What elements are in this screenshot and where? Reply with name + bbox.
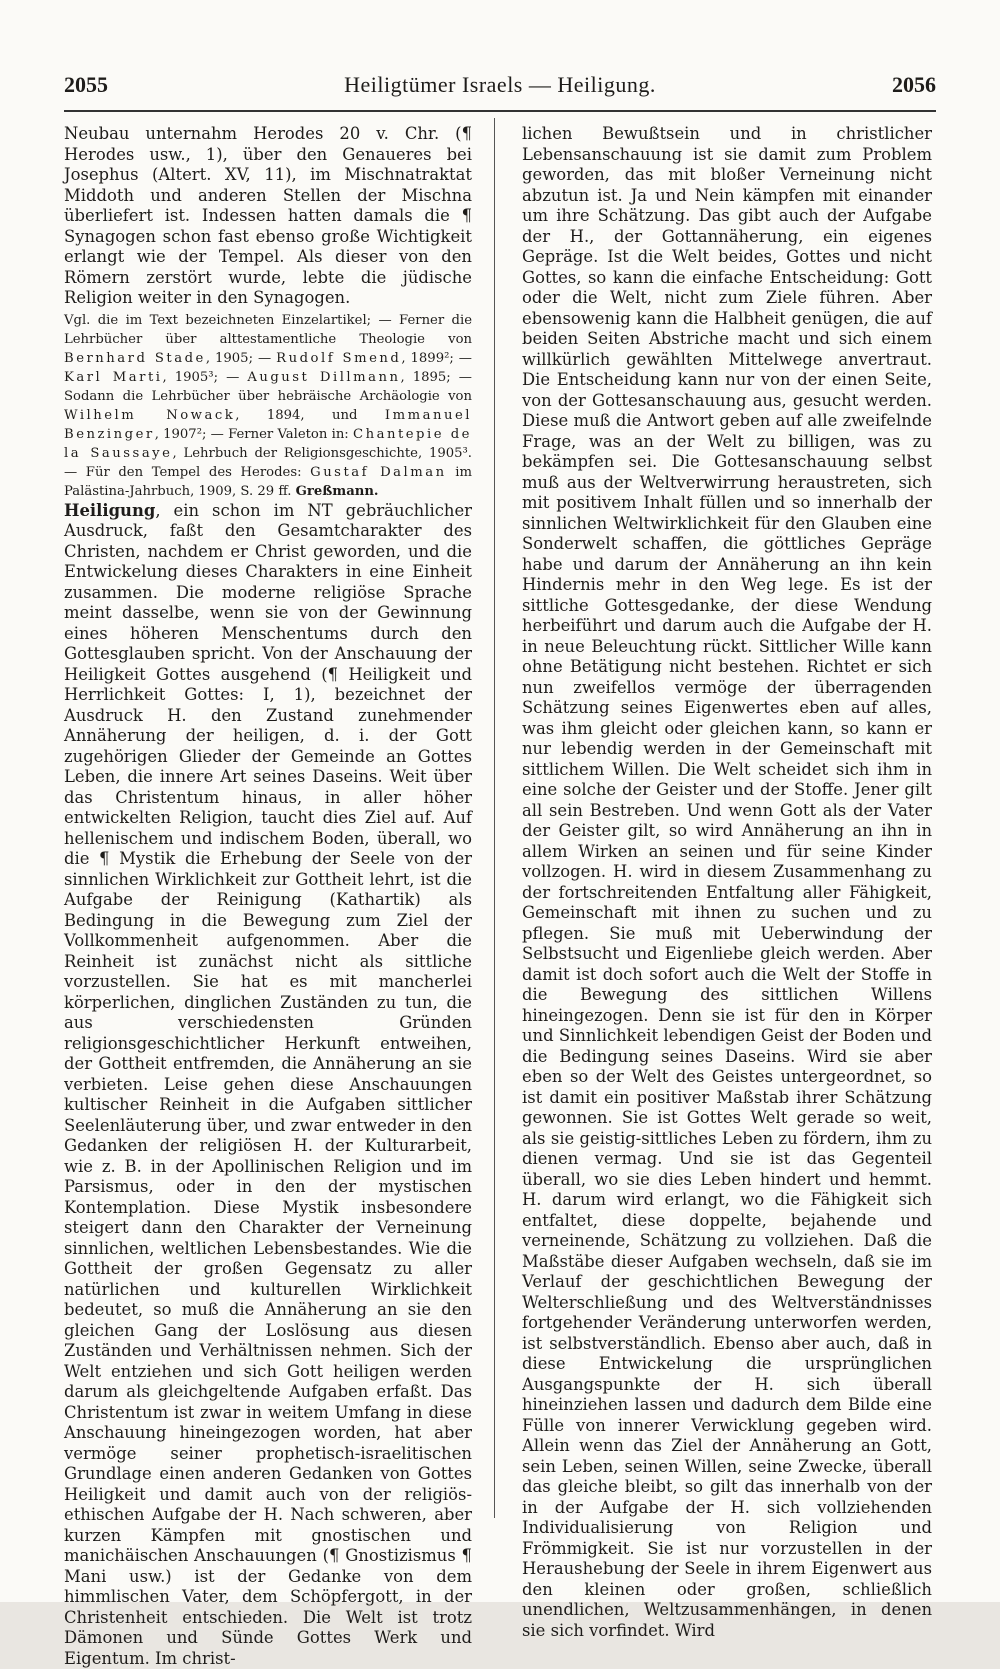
biblio-text: Vgl. die im Text bezeichneten Einzelartikel; — Ferner die Lehrbücher über alttestamentliche Theologie von — [64, 313, 472, 347]
running-title: Heiligtümer Israels — Heiligung. — [344, 72, 656, 98]
author-name: August Dillmann — [247, 370, 400, 385]
paragraph-continuation: lichen Bewußtsein und in christlicher Lebensanschauung ist sie damit zum Problem geworden, das mit bloßer Verneinung nicht abzutun ist. Ja und Nein kämpfen mit einander um ihre Schätzung. Das gibt auch der Aufgabe der H., der Gottannäherung, ein eigenes Gepräge. Ist die Welt beides, Gottes und nicht Gottes, so kann die einfache Entscheidung: Gott oder die Welt, nicht zum Ziele führen. Aber ebensowenig kann die Halbheit genügen, die auf beiden Seiten Abstriche macht und sich einem willkürlich gewählten Mittelwege anvertraut. Die Entscheidung kann nur von der einen Seite, von der Gottesanschauung aus, gesucht werden. Diese muß die Antwort geben auf alle zweifelnde Frage, was an der Welt zu billigen, was zu bekämpfen sei. Die Gottesanschauung selbst muß aus der Weltverwirrung heraustreten, sich mit positivem Inhalt füllen und so innerhalb der sinnlichen Weltwirklichkeit für den Glauben eine Sonderwelt schaffen, die göttliches Gepräge habe und darum der Annäherung an ihn kein Hindernis mehr in den Weg lege. Es ist der sittliche Gottesgedanke, der diese Wendung herbeiführt und darum auch die Aufgabe der H. in neue Beleuchtung rückt. Sittlicher Wille kann ohne Betätigung nicht bestehen. Richtet er sich nun zweifellos vermöge der überragenden Schätzung seines Eigenwertes eben auf alles, was ihm gleicht oder gleichen kann, so kann er nur lebendig werden in der Gemeinschaft mit sittlichem Willen. Die Welt scheidet sich ihm in eine solche der Geister und der Stoffe. Jener gilt all sein Bestreben. Und wenn Gott als der Vater der Geister gilt, so wird Annäherung an ihn in allem Wirken an seinen und für seine Kinder vollzogen. H. wird in diesem Zusammenhang zu der fortschreitenden Entfaltung aller Fähigkeit, Gemeinschaft mit ihnen zu suchen und zu pflegen. Sie muß mit Ueberwindung der Selbstsucht und Eigenliebe gleich werden. Aber damit ist doch sofort auch die Welt der Stoffe in die Bewegung des sittlichen Willens hineingezogen. Denn sie ist für den in Körper und Sinnlichkeit lebendigen Geist der Boden und die Bedingung seines Daseins. Wird sie aber eben so der Welt des Geistes untergeordnet, so ist damit ein positiver Maßstab ihrer Schätzung gewonnen. Sie ist Gottes Welt gerade so weit, als sie geistig-sittliches Leben zu fördern, ihm zu dienen vermag. Und sie ist das Gegenteil überall, wo sie dies Leben hindert und hemmt. H. darum wird erlangt, wo die Fähigkeit sich entfaltet, diese doppelte, bejahende und verneinende, Schätzung zu vollziehen. Daß die Maßstäbe dieser Aufgaben wechseln, daß sie im Verlauf der geschichtlichen Bewegung der Welterschließung und des Weltverständnisses fortgehender Veränderung unterworfen werden, ist selbstverständlich. Ebenso aber auch, daß in diese Entwickelung die ursprünglichen Ausgangspunkte der H. sich überall hineinziehen lassen und dadurch dem Bilde eine Fülle von innerer Verwicklung gegeben wird. Allein wenn das Ziel der Annäherung an Gott, sein Leben, seinen Willen, seine Zwecke, überall das gleiche bleibt, so gilt das innerhalb von der in der Aufgabe der H. sich vollziehenden Individualisierung von Religion und Frömmigkeit. Sie ist nur vorzustellen in der Heraushebung der Seele in ihrem Eigenwert aus den kleinen oder großen, schließlich unendlichen, Weltzusammenhängen, in denen sie sich vorfindet. Wird — [522, 124, 932, 1641]
column-divider — [494, 118, 495, 1518]
biblio-text: , 1894, und — [235, 408, 357, 423]
paragraph-temple: Neubau unternahm Herodes 20 v. Chr. (¶ Herodes usw., 1), über den Genaueres bei Josephus (Altert. XV, 11), im Mischnatraktat Middoth und anderen Stellen der Mischna überliefert ist. Indessen hatten damals die ¶ Synagogen schon fast ebenso große Wichtigkeit erlangt wie der Tempel. Als dieser von den Römern zerstört wurde, lebte die jüdische Religion weiter in den Synagogen. — [64, 124, 472, 309]
author-name: Chantepie de la Saussaye — [64, 427, 472, 461]
header-rule — [64, 110, 936, 112]
page-header — [64, 72, 936, 106]
entry-lemma: Heiligung — [64, 501, 155, 520]
page-number-left: 2055 — [64, 72, 108, 98]
author-name: Bernhard Stade — [64, 351, 206, 366]
biblio-text: im Palästina-Jahrbuch, 1909, S. 29 ff. — [64, 465, 472, 499]
biblio-text: , 1899²; — — [401, 351, 472, 366]
biblio-text: , Lehrbuch der Religionsgeschichte, 1905³. — Für den Tempel des Herodes: — [64, 446, 472, 480]
entry-text: , ein schon im NT gebräuchlicher Ausdruck, faßt den Gesamtcharakter des Christen, nachdem er Christ geworden, und die Entwickelung dieses Charakters in eine Einheit zusammen. Die moderne religiöse Sprache meint dasselbe, wenn sie von der Gewinnung eines höheren Menschentums durch den Gottesglauben spricht. Von der Anschauung der Heiligkeit Gottes ausgehend (¶ Heiligkeit und Herrlichkeit Gottes: I, 1), bezeichnet der Ausdruck H. den Zustand zunehmender Annäherung der heiligen, d. i. der Gott zugehörigen Glieder der Gemeinde an Gottes Leben, die innere Art seines Daseins. Weit über das Christentum hinaus, in aller höher entwickelten Religion, taucht dies Ziel auf. Auf hellenischem und indischem Boden, überall, wo die ¶ Mystik die Erhebung der Seele von der sinnlichen Wirklichkeit zur Gottheit lehrt, ist die Aufgabe der Reinigung (Kathartik) als Bedingung in die Bewegung zum Ziel der Vollkommenheit aufgenommen. Aber die Reinheit ist zunächst nicht als sittliche vorzustellen. Sie hat es mit mancherlei körperlichen, dinglichen Zuständen zu tun, die aus verschiedensten Gründen religionsgeschichtlicher Herkunft entweihen, der Gottheit entfremden, die Annäherung an sie verbieten. Leise gehen diese Anschauungen kultischer Reinheit in die Aufgaben sittlicher Seelenläuterung über, und zwar entweder in den Gedanken der religiösen H. der Kulturarbeit, wie z. B. in der Apollinischen Religion und im Parsismus, oder in den der mystischen Kontemplation. Diese Mystik insbesondere steigert dann den Charakter der Verneinung sinnlichen, weltlichen Lebensbestandes. Wie die Gottheit der großen Gegensatz zu aller natürlichen und kulturellen Wirklichkeit bedeutet, so muß die Annäherung an sie den gleichen Gang der Loslösung aus diesen Zuständen und Verhältnissen nehmen. Sich der Welt entziehen und sich Gott heiligen werden darum als gleichgeltende Aufgaben erfaßt. Das Christentum ist zwar in weitem Umfang in diese Anschauung hineingezogen worden, hat aber vermöge seiner prophetisch-israelitischen Grundlage einen anderen Gedanken von Gottes Heiligkeit und damit auch von der religiös-ethischen Aufgabe der H. Nach schweren, aber kurzen Kämpfen mit gnostischen und manichäischen Anschauungen (¶ Gnostizismus ¶ Mani usw.) ist der Gedanke von dem himmlischen Vater, dem Schöpfergott, in der Christenheit entschieden. Die Welt ist trotz Dämonen und Sünde Gottes Werk und Eigentum. Im christ- — [64, 501, 472, 1668]
author-name: Wilhelm Nowack — [64, 408, 235, 423]
right-column — [522, 124, 932, 1514]
left-column — [64, 124, 472, 1514]
author-signature: Greßmann. — [296, 484, 379, 499]
bibliography — [64, 311, 472, 501]
page-number-right: 2056 — [892, 72, 936, 98]
paragraph-heiligung — [64, 501, 472, 1669]
biblio-text: , 1905³; — — [162, 370, 239, 385]
author-name: Gustaf Dalman — [310, 465, 446, 480]
biblio-text: , 1895; — Sodann die Lehrbücher über hebräische Archäologie von — [64, 370, 472, 404]
author-name: Karl Marti — [64, 370, 162, 385]
author-name: Immanuel Benzinger — [64, 408, 472, 442]
author-name: Rudolf Smend — [276, 351, 401, 366]
biblio-text: , 1907²; — Ferner Valeton in: — [155, 427, 349, 442]
biblio-text: , 1905; — — [206, 351, 271, 366]
